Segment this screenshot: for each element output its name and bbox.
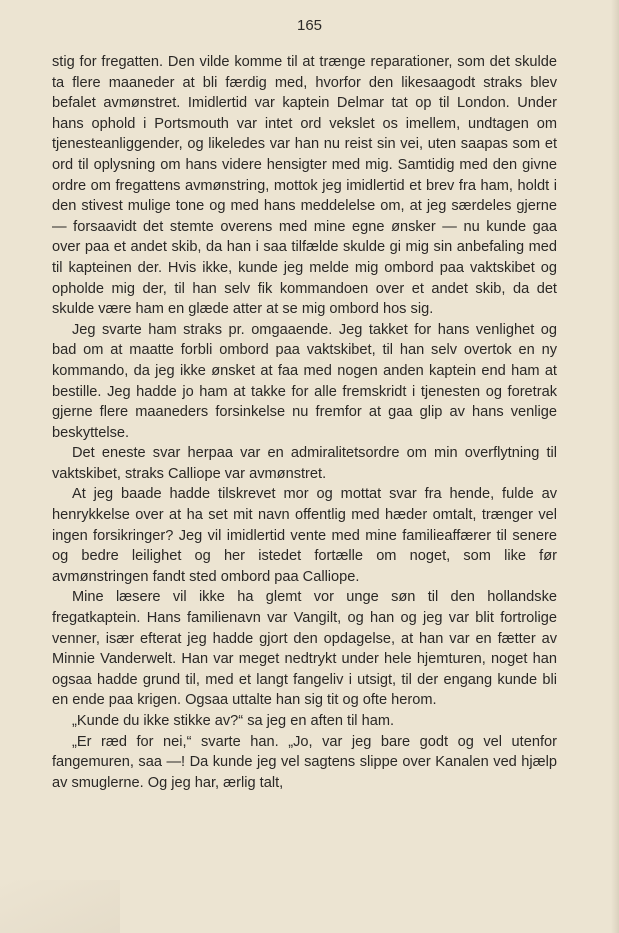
paragraph-6: „Kunde du ikke stikke av?“ sa jeg en aften til ham. xyxy=(72,713,395,729)
paragraph-2: Jeg svarte ham straks pr. omgaaende. Jeg takket for hans venlighet og bad om at maatte forbli ombord paa vaktskibet, til han selv overtok en ny kommando, da jeg ikke ønsket at faa med nogen anden kaptein end ham at bestille. Jeg hadde jo ham at takke for alle fremskridt i tjenesten og foretrak gjerne flere maaneders forsinkelse nu fremfor at gaa glip av hans venlige beskyttelse. xyxy=(52,321,557,441)
paragraph-4: At jeg baade hadde tilskrevet mor og mottat svar fra hende, fulde av henrykkelse over at ha set mit navn offentlig med hæder omtalt, trænger vel ingen forsikringer? Jeg vil imidlertid vente med mine familieaffærer til senere og bedre leilighet og her istedet fortælle om noget, som like før avmønstringen fandt sted ombord paa Calliope. xyxy=(52,486,557,585)
page-corner-shading xyxy=(0,880,120,933)
paragraph-7: „Er ræd for nei,“ svarte han. „Jo, var jeg bare godt og vel utenfor fangemuren, saa —! Da kunde jeg vel sagtens slippe over Kanalen ved hjælp av smuglerne. Og jeg har, ærlig talt, xyxy=(52,733,557,791)
paragraph-3: Det eneste svar herpaa var en admiralitetsordre om min overflytning til vaktskibet, straks Calliope var avmønstret. xyxy=(52,445,557,482)
page-edge-shadow xyxy=(611,0,619,933)
page-number: 165 xyxy=(296,17,323,34)
paragraph-5: Mine læsere vil ikke ha glemt vor unge søn til den hollandske fregatkaptein. Hans familienavn var Vangilt, og han og jeg var blit fortrolige venner, især efterat jeg hadde gjort den opdagelse, at han var en fætter av Minnie Vanderwelt. Han var meget nedtrykt under hele hjemturen, noget han ogsaa hadde grund til, med et langt fangeliv i utsigt, til der engang kunde bli en ende paa krigen. Ogsaa uttalte han sig tit og ofte herom. xyxy=(52,589,557,709)
paragraph-1: stig for fregatten. Den vilde komme til at trænge reparationer, som det skulde ta flere maaneder at bli færdig med, hvorfor den likesaagodt straks blev befalet avmønstret. Imidlertid var kaptein Delmar tat op til London. Under hans ophold i Portsmouth var intet ord vekslet os imellem, undtagen om tjenesteanliggender, og likeledes var han nu reist sin vei, uten saapas som et ord til oplysning om hans videre hensigter med mig. Samtidig med den givne ordre om fregattens avmønstring, mottok jeg imidlertid et brev fra ham, holdt i den stivest mulige tone og med hans meddelelse om, at jeg særdeles gjerne — forsaavidt det stemte overens med mine egne ønsker — nu kunde gaa over paa et andet skib, da han i saa tilfælde skulde gi mig sin anbefaling med til kapteinen der. Hvis ikke, kunde jeg melde mig ombord paa vaktskibet og opholde mig der, til han selv fik kommandoen over et andet skib, da det skulde være ham en glæde atter at se mig ombord hos sig. xyxy=(52,54,557,318)
body-text xyxy=(52,52,557,793)
